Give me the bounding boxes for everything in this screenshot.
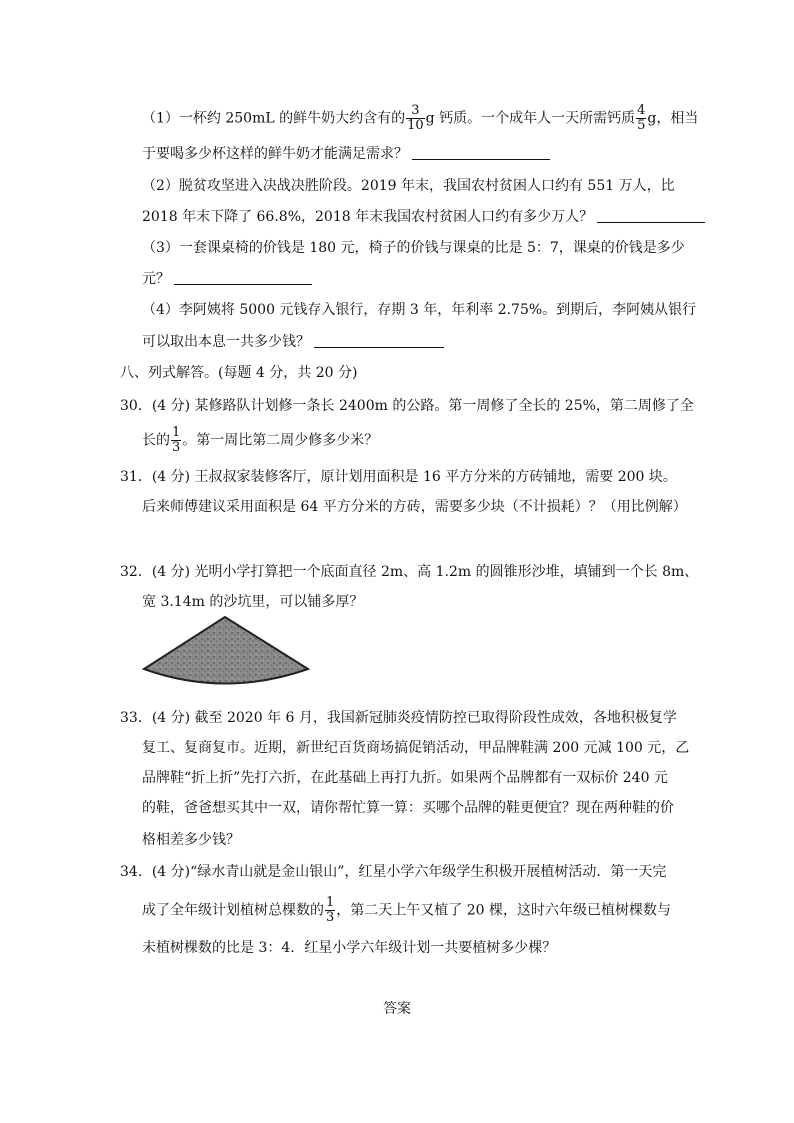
q7-item1-line1: （1）一杯约 250mL 的鲜牛奶大约含有的 $\frac{3}{10}$ g 钙质。一个成年人一天所需钙质 $\frac{4}{5}$ g，相当	[142, 103, 699, 133]
sand-pile-cone-illustration	[141, 614, 311, 690]
q7-item2-line1: （2）脱贫攻坚进入决战决胜阶段。2019 年末，我国农村贫困人口约有 551 万人，比	[142, 178, 675, 194]
q31-line2: 后来师傅建议采用面积是 64 平方分米的方砖，需要多少块（不计损耗）？（用比例解）	[142, 499, 687, 515]
q31-line1: 31．(4 分) 王叔叔家装修客厅，原计划用面积是 16 平方分米的方砖铺地，需要 200 块。	[120, 469, 677, 485]
q34-line2: 成了全年级计划植树总棵数的 $\frac{1}{3}$ ，第二天上午又植了 20 棵，这时六年级已植树棵数与	[142, 895, 671, 925]
answer-heading: 答案	[383, 1001, 411, 1017]
section8-heading: 八、列式解答。(每题 4 分，共 20 分)	[120, 365, 358, 381]
q33-line4: 的鞋，爸爸想买其中一双，请你帮忙算一算：买哪个品牌的鞋更便宜？现在两种鞋的价	[142, 800, 674, 816]
answer-blank[interactable]	[597, 208, 705, 223]
q7-item4-line1: （4）李阿姨将 5000 元钱存入银行，存期 3 年，年利率 2.75%。到期后，李阿姨从银行	[142, 302, 697, 318]
q33-line1: 33．(4 分) 截至 2020 年 6 月，我国新冠肺炎疫情防控已取得阶段性成效，各地积极复学	[120, 710, 677, 726]
q33-line5: 格相差多少钱？	[142, 832, 240, 848]
q33-line2: 复工、复商复市。近期，新世纪百货商场搞促销活动，甲品牌鞋满 200 元减 100 元，乙	[142, 740, 690, 756]
q7-item3-line2: 元？	[142, 269, 312, 289]
q30-line2: 长的 $\frac{1}{3}$ 。第一周比第二周少修多少米？	[142, 425, 379, 455]
q30-line1: 30．(4 分) 某修路队计划修一条长 2400m 的公路。第一周修了全长的 25%，第二周修了全	[120, 398, 694, 414]
q34-line1: 34．(4 分)“绿水青山就是金山银山”，红星小学六年级学生积极开展植树活动．第一天完	[120, 864, 667, 880]
fraction-3-10: $\frac{3}{10}$	[407, 103, 424, 133]
q7-item2-line2: 2018 年末下降了 66.8%，2018 年末我国农村贫困人口约有多少万人？	[142, 207, 705, 227]
q7-item3-line1: （3）一套课桌椅的价钱是 180 元，椅子的价钱与课桌的比是 5：7，课桌的价钱是多少	[142, 240, 685, 256]
q7-item4-line2: 可以取出本息一共多少钱？	[142, 332, 444, 352]
q32-line1: 32．(4 分) 光明小学打算把一个底面直径 2m、高 1.2m 的圆锥形沙堆，填铺到一个长 8m、	[120, 564, 699, 580]
fraction-4-5: $\frac{4}{5}$	[637, 103, 646, 133]
answer-blank[interactable]	[174, 270, 312, 285]
q33-line3: 品牌鞋“折上折”先打六折，在此基础上再打九折。如果两个品牌都有一双标价 240 元	[142, 770, 668, 786]
fraction-1-3: $\frac{1}{3}$	[172, 425, 181, 455]
answer-blank[interactable]	[412, 145, 550, 160]
q34-line3: 未植树棵数的比是 3：4．红星小学六年级计划一共要植树多少棵？	[142, 940, 557, 956]
q32-line2: 宽 3.14m 的沙坑里，可以铺多厚？	[142, 594, 364, 610]
fraction-1-3: $\frac{1}{3}$	[326, 895, 335, 925]
answer-blank[interactable]	[314, 333, 444, 348]
q7-item1-line2: 于要喝多少杯这样的鲜牛奶才能满足需求？	[142, 144, 550, 164]
